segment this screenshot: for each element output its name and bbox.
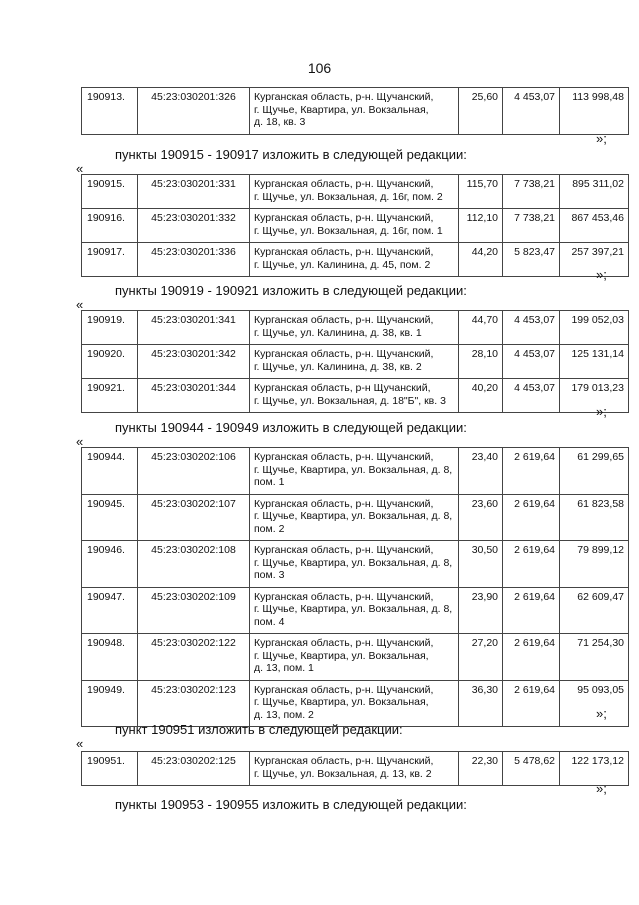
item-number: 190947. [82,587,138,634]
table-row [82,311,629,345]
address-cell: Курганская область, р-н. Щучанский, г. Щучье, Квартира, ул. Вокзальная, д. 8, пом. 3 [250,541,459,588]
quote-open: « [76,161,84,176]
item-number: 190948. [82,634,138,681]
table-row [82,680,629,727]
item-number: 190945. [82,494,138,541]
address-cell: Курганская область, р-н. Щучанский, г. Щучье, Квартира, ул. Вокзальная, д. 8, пом. 1 [250,448,459,495]
area-cell: 22,30 [459,752,503,786]
area-cell: 30,50 [459,541,503,588]
area-cell: 44,20 [459,243,503,277]
quote-close: »; [596,404,607,419]
quote-open: « [76,434,84,449]
table-row [82,634,629,681]
rate-cell: 4 453,07 [503,88,560,135]
address-cell: Курганская область, р-н. Щучанский, г. Щучье, ул. Калинина, д. 38, кв. 2 [250,345,459,379]
area-cell: 23,40 [459,448,503,495]
address-cell: Курганская область, р-н. Щучанский, г. Щучье, Квартира, ул. Вокзальная, д. 13, пом. 1 [250,634,459,681]
item-number: 190944. [82,448,138,495]
cadastral-number: 45:23:030201:341 [138,311,250,345]
area-cell: 23,90 [459,587,503,634]
address-cell: Курганская область, р-н. Щучанский, г. Щучье, ул. Калинина, д. 38, кв. 1 [250,311,459,345]
item-number: 190920. [82,345,138,379]
rate-cell: 2 619,64 [503,494,560,541]
cadastral-number: 45:23:030201:332 [138,209,250,243]
rate-cell: 4 453,07 [503,345,560,379]
cadastral-number: 45:23:030201:342 [138,345,250,379]
table-row [82,752,629,786]
item-number: 190951. [82,752,138,786]
cadastral-number: 45:23:030202:122 [138,634,250,681]
value-cell: 867 453,46 [560,209,629,243]
value-cell: 62 609,47 [560,587,629,634]
cadastral-number: 45:23:030202:106 [138,448,250,495]
table-row [82,243,629,277]
rate-cell: 2 619,64 [503,680,560,727]
item-number: 190946. [82,541,138,588]
address-cell: Курганская область, р-н Щучанский, г. Щучье, ул. Вокзальная, д. 18"Б", кв. 3 [250,379,459,413]
cadastral-number: 45:23:030202:108 [138,541,250,588]
item-number: 190916. [82,209,138,243]
item-number: 190917. [82,243,138,277]
cadastre-table [81,751,629,786]
amendment-heading: пункт 190951 изложить в следующей редакции: [115,722,403,737]
address-cell: Курганская область, р-н. Щучанский, г. Щучье, Квартира, ул. Вокзальная, д. 8, пом. 4 [250,587,459,634]
value-cell: 95 093,05 [560,680,629,727]
amendment-heading: пункты 190953 - 190955 изложить в следующей редакции: [115,797,467,812]
rate-cell: 4 453,07 [503,311,560,345]
quote-close: »; [596,267,607,282]
table-row [82,379,629,413]
address-cell: Курганская область, р-н. Щучанский, г. Щучье, ул. Вокзальная, д. 16г, пом. 1 [250,209,459,243]
rate-cell: 2 619,64 [503,448,560,495]
area-cell: 23,60 [459,494,503,541]
table-row [82,345,629,379]
rate-cell: 7 738,21 [503,209,560,243]
value-cell: 257 397,21 [560,243,629,277]
item-number: 190919. [82,311,138,345]
quote-open: « [76,297,84,312]
table-row [82,175,629,209]
value-cell: 179 013,23 [560,379,629,413]
table-row [82,209,629,243]
amendment-heading: пункты 190915 - 190917 изложить в следующей редакции: [115,147,467,162]
value-cell: 125 131,14 [560,345,629,379]
amendment-heading: пункты 190919 - 190921 изложить в следующей редакции: [115,283,467,298]
item-number: 190913. [82,88,138,135]
table-row [82,587,629,634]
value-cell: 61 299,65 [560,448,629,495]
area-cell: 27,20 [459,634,503,681]
rate-cell: 5 478,62 [503,752,560,786]
item-number: 190921. [82,379,138,413]
value-cell: 895 311,02 [560,175,629,209]
value-cell: 79 899,12 [560,541,629,588]
area-cell: 115,70 [459,175,503,209]
rate-cell: 7 738,21 [503,175,560,209]
cadastral-number: 45:23:030202:123 [138,680,250,727]
value-cell: 122 173,12 [560,752,629,786]
table-row [82,88,629,135]
rate-cell: 2 619,64 [503,587,560,634]
area-cell: 28,10 [459,345,503,379]
table-row [82,448,629,495]
address-cell: Курганская область, р-н. Щучанский, г. Щучье, ул. Вокзальная, д. 16г, пом. 2 [250,175,459,209]
area-cell: 25,60 [459,88,503,135]
rate-cell: 4 453,07 [503,379,560,413]
cadastral-number: 45:23:030201:331 [138,175,250,209]
address-cell: Курганская область, р-н. Щучанский, г. Щучье, ул. Вокзальная, д. 13, кв. 2 [250,752,459,786]
cadastral-number: 45:23:030201:336 [138,243,250,277]
page-number: 106 [307,60,332,76]
address-cell: Курганская область, р-н. Щучанский, г. Щучье, ул. Калинина, д. 45, пом. 2 [250,243,459,277]
value-cell: 199 052,03 [560,311,629,345]
cadastre-table [81,447,629,727]
address-cell: Курганская область, р-н. Щучанский, г. Щучье, Квартира, ул. Вокзальная, д. 18, кв. 3 [250,88,459,135]
cadastral-number: 45:23:030202:109 [138,587,250,634]
rate-cell: 5 823,47 [503,243,560,277]
cadastral-number: 45:23:030202:107 [138,494,250,541]
area-cell: 36,30 [459,680,503,727]
cadastral-number: 45:23:030201:326 [138,88,250,135]
item-number: 190949. [82,680,138,727]
quote-open: « [76,736,84,751]
cadastre-table [81,310,629,413]
value-cell: 113 998,48 [560,88,629,135]
quote-close: »; [596,131,607,146]
rate-cell: 2 619,64 [503,634,560,681]
quote-close: »; [596,781,607,796]
rate-cell: 2 619,64 [503,541,560,588]
table-row [82,541,629,588]
item-number: 190915. [82,175,138,209]
area-cell: 40,20 [459,379,503,413]
cadastral-number: 45:23:030201:344 [138,379,250,413]
address-cell: Курганская область, р-н. Щучанский, г. Щучье, Квартира, ул. Вокзальная, д. 13, пом. 2 [250,680,459,727]
table-row [82,494,629,541]
area-cell: 44,70 [459,311,503,345]
cadastre-table [81,87,629,135]
amendment-heading: пункты 190944 - 190949 изложить в следующей редакции: [115,420,467,435]
cadastral-number: 45:23:030202:125 [138,752,250,786]
value-cell: 71 254,30 [560,634,629,681]
cadastre-table [81,174,629,277]
area-cell: 112,10 [459,209,503,243]
quote-close: »; [596,706,607,721]
value-cell: 61 823,58 [560,494,629,541]
address-cell: Курганская область, р-н. Щучанский, г. Щучье, Квартира, ул. Вокзальная, д. 8, пом. 2 [250,494,459,541]
